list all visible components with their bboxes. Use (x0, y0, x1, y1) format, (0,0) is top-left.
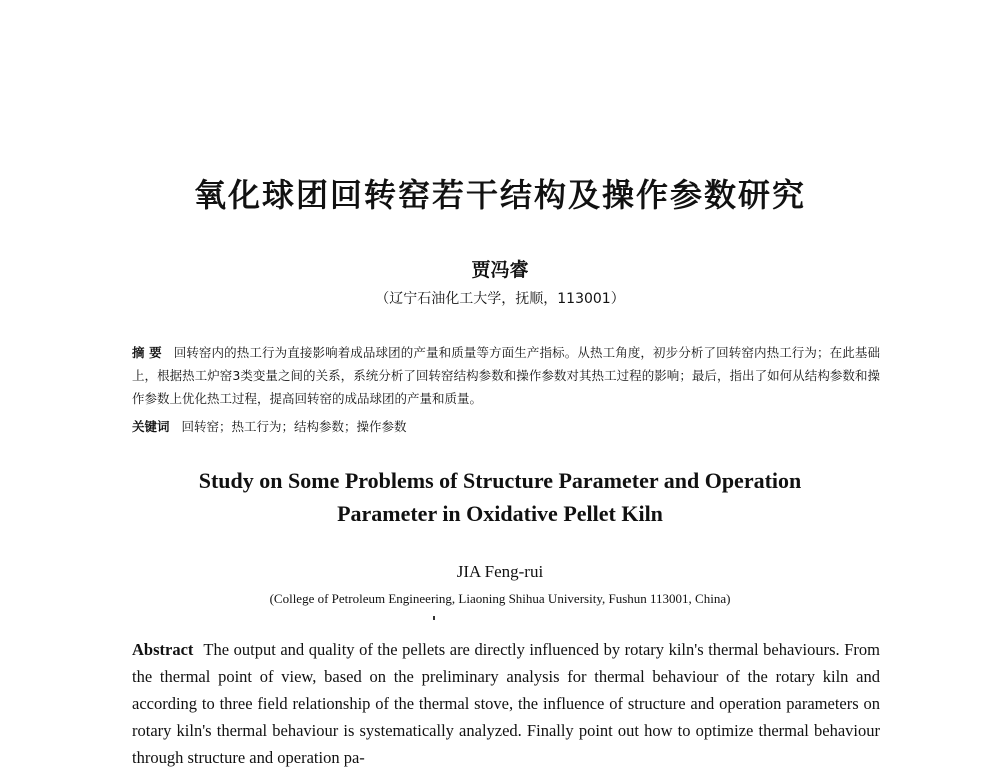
chinese-keywords (132, 415, 880, 438)
chinese-author: 贾冯睿 (471, 259, 529, 281)
chinese-title: 氧化球团回转窑若干结构及操作参数研究 (193, 176, 806, 214)
chinese-affiliation: （辽宁石油化工大学，抚顺，113001） (375, 291, 625, 307)
english-abstract-text: The output and quality of the pellets are directly influenced by rotary kiln's thermal behaviours. From the thermal point of view, based on the preliminary analysis for thermal behaviour of the rotary kiln and according to three field relationship of the thermal stove, the influence of structure and operation parameters on rotary kiln's thermal behaviour is systematically analyzed. Finally point out how to optimize thermal behaviour through structure and operation pa- (132, 640, 880, 767)
chinese-keywords-text: 回转窑；热工行为；结构参数；操作参数 (181, 419, 407, 434)
scan-speck (433, 616, 435, 620)
chinese-abstract (132, 341, 880, 410)
english-affiliation: (College of Petroleum Engineering, Liaoning Shihua University, Fushun 113001, China) (269, 591, 731, 606)
chinese-abstract-text: 回转窑内的热工行为直接影响着成品球团的产量和质量等方面生产指标。从热工角度，初步分析了回转窑内热工行为；在此基础上，根据热工炉窑3类变量之间的关系，系统分析了回转窑结构参数和操作参数对其热工过程的影响；最后，指出了如何从结构参数和操作参数上优化热工过程，提高回转窑的成品球团的产量和质量。 (132, 345, 880, 406)
english-author: JIA Feng-rui (456, 562, 544, 581)
english-title: Study on Some Problems of Structure Parameter and Operation Parameter in Oxidative Pellet Kiln (198, 468, 802, 526)
chinese-abstract-label: 摘 要 (132, 345, 162, 360)
chinese-keywords-label: 关键词 (132, 419, 170, 434)
english-abstract (132, 636, 880, 771)
english-abstract-label: Abstract (132, 640, 194, 659)
